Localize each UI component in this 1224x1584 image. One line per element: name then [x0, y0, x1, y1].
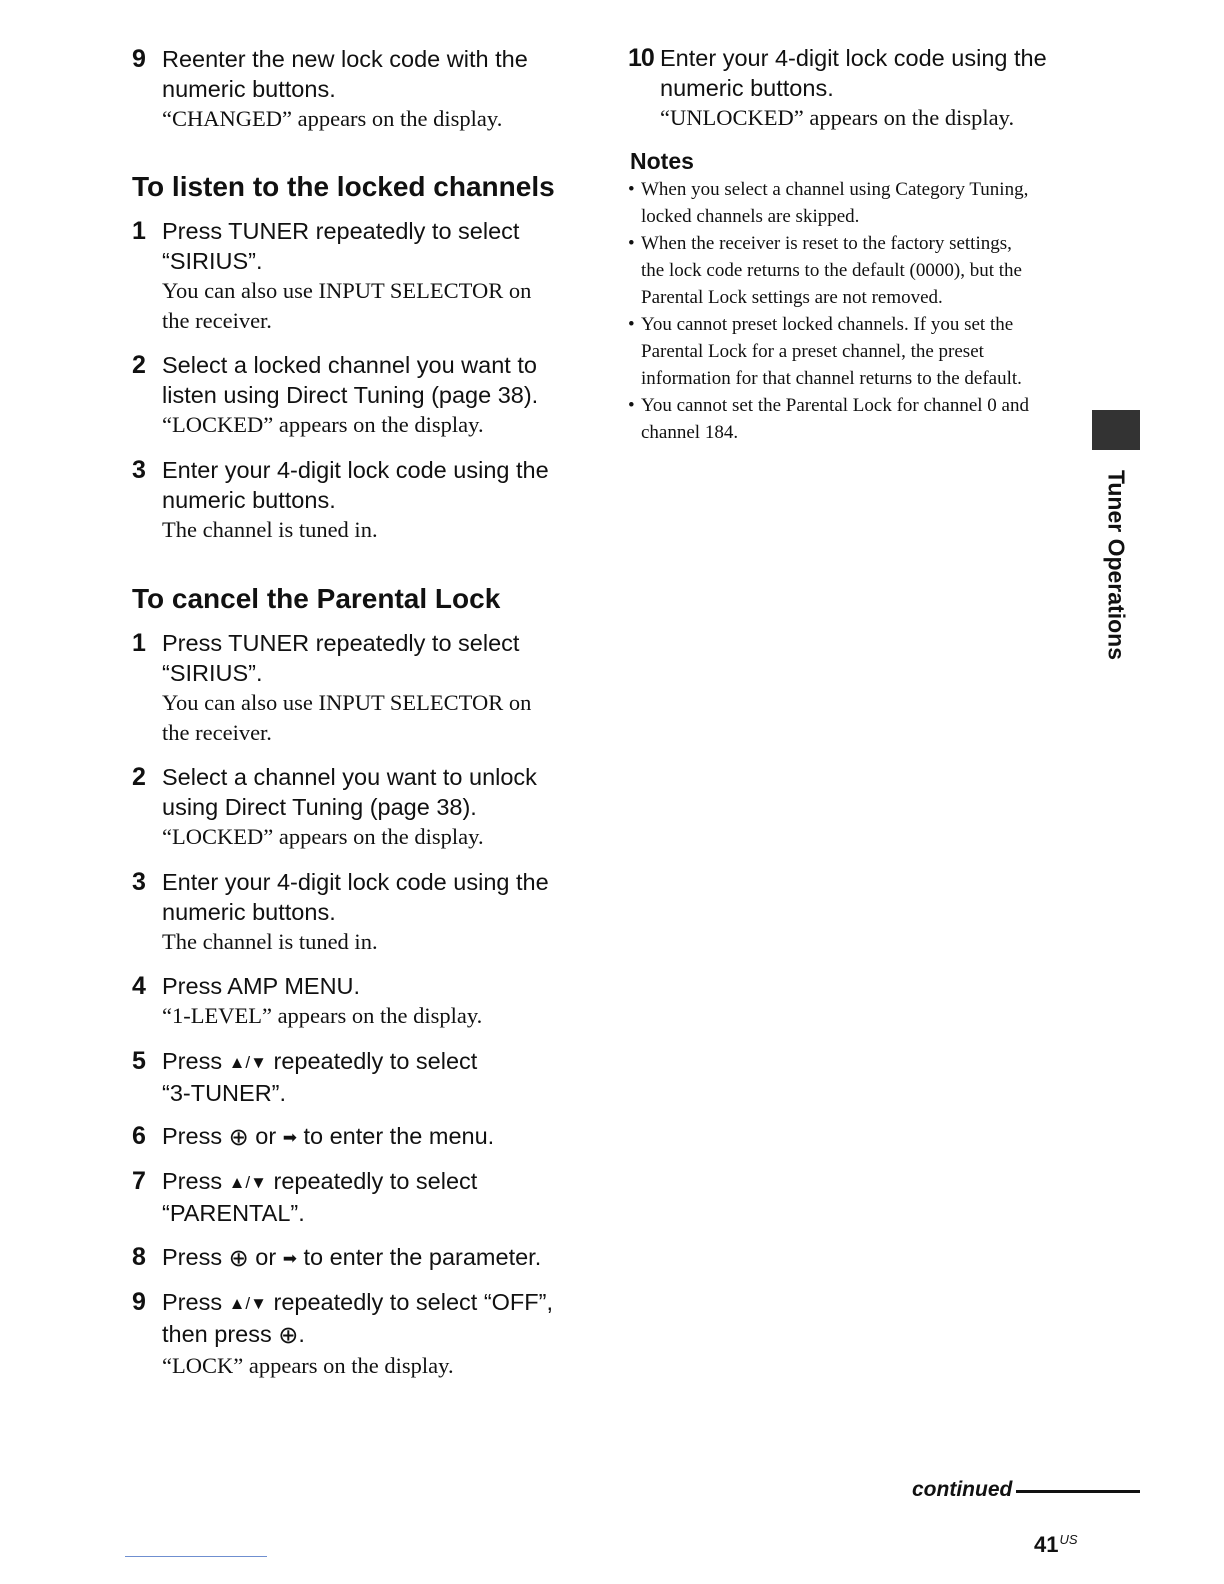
listen-step-2: [130, 350, 590, 440]
note-item: [628, 230, 1080, 311]
continued-label: continued: [912, 1478, 1013, 1501]
bullet-icon: •: [628, 233, 635, 254]
cancel-step-4: [130, 971, 590, 1031]
step-instruction-line: Reenter the new lock code with the: [162, 46, 528, 72]
enter-button-icon: ⊕: [228, 1245, 249, 1272]
step-number: 4: [132, 972, 146, 1000]
note-line: information for that channel returns to the default.: [641, 368, 1022, 389]
step-instruction-line: Select a locked channel you want to: [162, 352, 537, 378]
step-number: 2: [132, 763, 146, 791]
step-result-line: The channel is tuned in.: [162, 929, 378, 954]
step-instruction-line: Enter your 4-digit lock code using the: [660, 45, 1047, 71]
cancel-step-7: [130, 1166, 590, 1228]
continued-rule: [1016, 1490, 1140, 1493]
cancel-step-6: [130, 1121, 590, 1153]
bullet-icon: •: [628, 395, 635, 416]
step-instruction-line: Press AMP MENU.: [162, 973, 361, 999]
step-instruction-line: Press ▲/▼ repeatedly to select “OFF”,: [162, 1287, 590, 1319]
step-result-line: You can also use INPUT SELECTOR on: [162, 690, 532, 715]
step-number: 9: [132, 1288, 146, 1316]
step-instruction-line: Press ⊕ or ➡ to enter the menu.: [162, 1123, 495, 1151]
step-number: 2: [132, 351, 146, 379]
step-instruction-line: “SIRIUS”.: [162, 660, 263, 686]
section-tab-marker: [1092, 410, 1140, 450]
step-instruction-line: Select a channel you want to unlock: [162, 764, 537, 790]
step-result-line: “LOCK” appears on the display.: [162, 1353, 454, 1378]
up-down-arrow-icon: ▲/▼: [228, 1053, 267, 1072]
note-item: [628, 176, 1080, 230]
step-result-line: “LOCKED” appears on the display.: [162, 824, 484, 849]
step-result-line: the receiver.: [162, 720, 272, 745]
note-line: You cannot preset locked channels. If you set the: [641, 314, 1014, 335]
right-arrow-icon: ➡: [282, 1128, 297, 1147]
step-instruction-line: Press ⊕ or ➡ to enter the parameter.: [162, 1244, 542, 1272]
notes-list: [628, 176, 1080, 446]
step-instruction-line: Press TUNER repeatedly to select: [162, 218, 520, 244]
listen-step-1: [130, 216, 590, 336]
step-instruction-line: numeric buttons.: [660, 75, 834, 101]
bullet-icon: •: [628, 314, 635, 335]
step-result-line: “1-LEVEL” appears on the display.: [162, 1003, 483, 1028]
step-instruction-line: listen using Direct Tuning (page 38).: [162, 382, 539, 408]
step-instruction-line: “PARENTAL”.: [162, 1200, 305, 1226]
step-instruction-line: Enter your 4-digit lock code using the: [162, 457, 549, 483]
step-number: 9: [132, 45, 146, 73]
step-number: 1: [132, 217, 146, 245]
right-arrow-icon: ➡: [282, 1249, 297, 1268]
step-result-line: You can also use INPUT SELECTOR on: [162, 278, 532, 303]
listen-step-3: [130, 455, 590, 545]
step-instruction-line: then press ⊕.: [162, 1321, 305, 1349]
enter-button-icon: ⊕: [228, 1124, 249, 1151]
step-number: 3: [132, 868, 146, 896]
up-down-arrow-icon: ▲/▼: [228, 1294, 267, 1313]
up-down-arrow-icon: ▲/▼: [228, 1173, 267, 1192]
cancel-step-8: [130, 1242, 590, 1274]
bottom-rule: [125, 1556, 267, 1557]
step-instruction-line: Press ▲/▼ repeatedly to select: [162, 1166, 590, 1198]
step-number: 10: [628, 44, 654, 72]
note-line: Parental Lock settings are not removed.: [641, 287, 943, 308]
step-instruction-line: numeric buttons.: [162, 487, 336, 513]
note-item: [628, 311, 1080, 392]
step-instruction-line: “SIRIUS”.: [162, 248, 263, 274]
step-number: 6: [132, 1122, 146, 1150]
step-number: 7: [132, 1167, 146, 1195]
note-item: [628, 392, 1080, 446]
note-line: the lock code returns to the default (0000), but the: [641, 260, 1022, 281]
page-suffix: US: [1059, 1532, 1078, 1547]
step-number: 8: [132, 1243, 146, 1271]
step-10: [628, 43, 1080, 133]
cancel-step-5: [130, 1046, 590, 1108]
note-line: Parental Lock for a preset channel, the preset: [641, 341, 984, 362]
note-line: When the receiver is reset to the factory settings,: [641, 233, 1012, 254]
note-line: You cannot set the Parental Lock for channel 0 and: [641, 395, 1029, 416]
step-number: 3: [132, 456, 146, 484]
step-9-top: [130, 44, 590, 134]
cancel-step-3: [130, 867, 590, 957]
step-instruction-line: numeric buttons.: [162, 76, 336, 102]
step-instruction-line: Press TUNER repeatedly to select: [162, 630, 520, 656]
step-instruction-line: using Direct Tuning (page 38).: [162, 794, 477, 820]
page-number-value: 41: [1034, 1532, 1059, 1557]
step-result-line: “UNLOCKED” appears on the display.: [660, 105, 1015, 130]
listen-section-heading: To listen to the locked channels: [132, 171, 555, 202]
bullet-icon: •: [628, 179, 635, 200]
step-instruction-line: Press ▲/▼ repeatedly to select: [162, 1046, 590, 1078]
step-number: 1: [132, 629, 146, 657]
page-number: [1034, 1532, 1078, 1558]
cancel-step-2: [130, 762, 590, 852]
step-number: 5: [132, 1047, 146, 1075]
note-line: When you select a channel using Category Tuning,: [641, 179, 1029, 200]
step-result-line: The channel is tuned in.: [162, 517, 378, 542]
cancel-step-1: [130, 628, 590, 748]
step-instruction-line: numeric buttons.: [162, 899, 336, 925]
section-tab-label: Tuner Operations: [1103, 470, 1130, 660]
note-line: locked channels are skipped.: [641, 206, 860, 227]
notes-title: Notes: [630, 148, 694, 174]
step-instruction-line: “3-TUNER”.: [162, 1080, 287, 1106]
step-result-line: the receiver.: [162, 308, 272, 333]
cancel-section-heading: To cancel the Parental Lock: [132, 583, 501, 614]
cancel-step-9: [130, 1287, 590, 1381]
step-result-line: “CHANGED” appears on the display.: [162, 106, 503, 131]
enter-button-icon: ⊕: [278, 1322, 299, 1349]
note-line: channel 184.: [641, 422, 739, 443]
step-instruction-line: Enter your 4-digit lock code using the: [162, 869, 549, 895]
step-result-line: “LOCKED” appears on the display.: [162, 412, 484, 437]
